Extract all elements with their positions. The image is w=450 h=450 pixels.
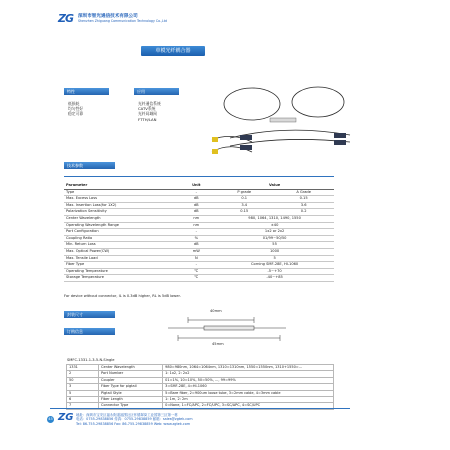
spec-heading: 技术参数 xyxy=(64,162,115,169)
list-item: 稳定可靠 xyxy=(68,111,84,117)
datasheet-page xyxy=(50,8,402,444)
table-cell: -5~+70 xyxy=(215,268,334,275)
table-cell: dB xyxy=(177,202,215,209)
list-item: 低损耗 xyxy=(68,101,80,106)
list-item: CATV系统 xyxy=(138,106,156,112)
list-item: 均匀性好 xyxy=(68,106,84,112)
applications-list xyxy=(138,101,161,122)
table-row xyxy=(64,248,334,255)
table-row xyxy=(64,242,334,249)
table-row xyxy=(64,255,334,262)
table-cell: Pigtail Style xyxy=(99,390,163,396)
table-cell: mW xyxy=(177,248,215,255)
table-cell: 3.6 xyxy=(273,202,334,209)
table-cell: - xyxy=(177,189,215,196)
footer-line: 电话：0755-29838856 传真：0755-29838859 邮箱：sales@zgtek.com xyxy=(76,417,193,422)
ordering-heading: 订购信息 xyxy=(64,328,115,335)
table-cell: 0=None, 1=FC/APC, 2=FC/UPC, 3=SC/APC, 4=SC/UPC xyxy=(163,403,334,409)
table-cell: N xyxy=(177,255,215,262)
table-cell: Fiber Type xyxy=(64,262,177,269)
dimension-drawing xyxy=(168,314,288,348)
table-cell: 1x2 or 2x2 xyxy=(215,229,334,236)
table-cell: Coupler xyxy=(99,377,163,383)
ordering-code: SMFC-1331-1-3-5-N-Single xyxy=(67,358,115,362)
table-cell: 0.2 xyxy=(273,209,334,216)
table-row xyxy=(64,202,334,209)
company-name-en: Shenzhen Zhiguang Communication Technology Co.,Ltd xyxy=(78,19,168,23)
table-cell: 1: 1x2, 2: 2x2 xyxy=(163,371,334,377)
spec-table xyxy=(64,183,334,282)
table-cell: 1331 xyxy=(67,365,99,371)
dimensions-heading: 封装尺寸 xyxy=(64,311,115,318)
footer-line: Tel: 86-755-29838856 Fax: 86-755-29838859 Web: www.zgtek.com xyxy=(76,421,191,426)
table-cell: - xyxy=(177,262,215,269)
features-list xyxy=(68,101,83,117)
table-cell: 0.1 xyxy=(215,196,273,203)
table-row xyxy=(67,365,334,371)
table-cell: 5=Bare fiber, 2=900um loose tube, 3=2mm cable, 4=3mm cable xyxy=(163,390,334,396)
table-cell: Port Number xyxy=(99,371,163,377)
table-cell: 1000 xyxy=(215,248,334,255)
product-photo xyxy=(200,80,360,170)
table-cell: Center Wavelength xyxy=(64,215,177,222)
table-cell: Type xyxy=(64,189,177,196)
table-cell: 50 xyxy=(67,377,99,383)
table-cell: Max. Tensile Load xyxy=(64,255,177,262)
table-row xyxy=(64,209,334,216)
table-cell: 980, 1064, 1310, 1490, 1550 xyxy=(215,215,334,222)
spec-note: For device without connector, IL is 0.3dB higher, RL is 5dB lower. xyxy=(64,294,181,298)
table-cell: Port Configuration xyxy=(64,229,177,236)
footer-logo: ZG xyxy=(58,412,74,423)
page-title: 单模光纤耦合器 xyxy=(141,46,205,56)
table-cell: ℃ xyxy=(177,268,215,275)
table-cell: Center Wavelength xyxy=(99,365,163,371)
footer-divider xyxy=(50,408,350,409)
table-cell: 7 xyxy=(67,403,99,409)
applications-heading: 应用 xyxy=(134,88,179,95)
page-number: 45 xyxy=(48,417,53,421)
table-cell: Max. Excess Loss xyxy=(64,196,177,203)
table-cell: 5 xyxy=(67,390,99,396)
column-header: Unit xyxy=(177,183,215,189)
table-cell: dB xyxy=(177,242,215,249)
table-cell: Polarization Sensitivity xyxy=(64,209,177,216)
footer-line: 地址：深圳市宝安区福永街道福围社区怀德翠岗工业园第三区第一栋 xyxy=(76,413,178,417)
table-cell: Connector Type xyxy=(99,403,163,409)
table-cell: Max. Optical Power(CW) xyxy=(64,248,177,255)
table-cell: Min. Return Loss xyxy=(64,242,177,249)
table-cell: 5 xyxy=(215,255,334,262)
table-cell: Operating Temperature xyxy=(64,268,177,275)
table-row xyxy=(64,262,334,269)
table-cell: 3.4 xyxy=(215,202,273,209)
table-cell: dB xyxy=(177,196,215,203)
table-cell: 0.15 xyxy=(215,209,273,216)
table-cell: nm xyxy=(177,222,215,229)
table-cell: ±40 xyxy=(215,222,334,229)
table-cell: 2 xyxy=(67,371,99,377)
table-cell: Fiber Length xyxy=(99,397,163,403)
list-item: 光纤局域网 xyxy=(138,111,157,117)
table-cell: 55 xyxy=(215,242,334,249)
table-cell: 01/99~50/50 xyxy=(215,235,334,242)
column-header: Value xyxy=(215,183,334,189)
table-cell: 01=1%, 10=10%, 50=50%, ..., 99=99% xyxy=(163,377,334,383)
total-length-label: 45mm xyxy=(212,342,224,346)
table-cell: Fiber Type for pigtail xyxy=(99,384,163,390)
table-row xyxy=(64,275,334,282)
table-cell: 0.15 xyxy=(273,196,334,203)
table-cell: dB xyxy=(177,209,215,216)
column-header: Parameter xyxy=(64,183,177,189)
table-row xyxy=(64,215,334,222)
company-logo: ZG xyxy=(58,12,74,25)
table-cell: 3=SMF-28E, 4=HI-1060 xyxy=(163,384,334,390)
table-cell: ℃ xyxy=(177,275,215,282)
table-row xyxy=(64,229,334,236)
table-row xyxy=(64,268,334,275)
table-cell: Max. Insertion Loss(for 1X2) xyxy=(64,202,177,209)
table-cell: Corning SMF-28E, HI-1060 xyxy=(215,262,334,269)
table-cell: 1: 1m, 2: 2m xyxy=(163,397,334,403)
table-cell: 980=980nm, 1064=1064nm, 1310=1310nm, 1550=1550nm, 1310+1550=... xyxy=(163,365,334,371)
table-row xyxy=(64,222,334,229)
table-cell: Operating Wavelength Range xyxy=(64,222,177,229)
table-cell: A Grade xyxy=(273,189,334,196)
table-cell: nm xyxy=(177,215,215,222)
table-row xyxy=(64,235,334,242)
footer-contact xyxy=(76,413,193,426)
table-cell: 6 xyxy=(67,397,99,403)
ordering-table xyxy=(66,364,334,410)
table-cell: Coupling Ratio xyxy=(64,235,177,242)
body-length-label: 40mm xyxy=(210,309,222,313)
list-item: FTTH/LAN xyxy=(138,116,157,122)
list-item: 光纤通信系统 xyxy=(138,101,161,106)
table-row xyxy=(64,196,334,203)
table-cell: - xyxy=(177,229,215,236)
table-cell: P grade xyxy=(215,189,273,196)
features-heading: 特性 xyxy=(64,88,109,95)
table-cell: -40~+85 xyxy=(215,275,334,282)
table-row xyxy=(64,189,334,196)
table-cell: Storage Temperature xyxy=(64,275,177,282)
table-cell: % xyxy=(177,235,215,242)
divider xyxy=(64,176,334,177)
company-name-cn: 深圳市智光通信技术有限公司 xyxy=(78,14,138,19)
table-cell: 3 xyxy=(67,384,99,390)
